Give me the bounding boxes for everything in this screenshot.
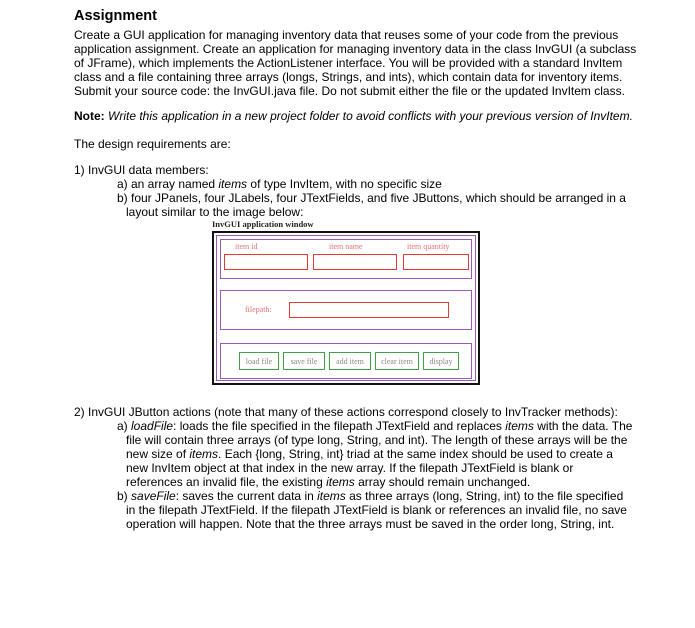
text: : loads the file specified in the filepath JTextField and replaces (173, 419, 506, 433)
section1-heading: 1) InvGUI data members: (74, 163, 209, 177)
intro-line: Submit your source code: the InvGUI.java file. Do not submit either the file or the updated InvItem class. (74, 84, 625, 98)
text: in the filepath JTextField. If the filepath JTextField is blank or references an invalid file, no save (126, 503, 627, 517)
text-line (117, 419, 632, 433)
note-label: Note: (74, 109, 105, 123)
text: file will contain three arrays (of type long, String, and int). The length of these arrays will be the (126, 433, 628, 447)
text: a) an array named (117, 177, 219, 191)
item-quantity-field[interactable] (403, 254, 469, 270)
intro-line: of JFrame), which implements the ActionListener interface. You will be provided with a standard InvItem (74, 56, 623, 70)
text-italic: items (326, 475, 355, 489)
text: array should remain unchanged. (354, 475, 531, 489)
save-file-button[interactable]: save file (283, 352, 325, 370)
section1-item-a (117, 177, 442, 191)
item-id-field[interactable] (224, 254, 308, 270)
text-line (117, 489, 623, 503)
text-line (126, 447, 613, 461)
text: as three arrays (long, String, int) to the file specified (345, 489, 624, 503)
label-filepath: filepath: (245, 305, 272, 314)
add-item-button[interactable]: add item (329, 352, 371, 370)
intro-line: class and a file containing three arrays (longs, Strings, and ints), which contain data for inventory items. (74, 70, 623, 84)
text-italic: items (317, 489, 346, 503)
text: new InvItem object at that index in the new array. If the filepath JTextField is blank or (126, 461, 574, 475)
display-button[interactable]: display (423, 352, 459, 370)
text-italic: items (189, 447, 219, 461)
clear-item-button[interactable]: clear item (375, 352, 419, 370)
item-fields-panel (220, 239, 472, 279)
figure-window-title: InvGUI application window (212, 219, 314, 229)
text: a) (117, 419, 132, 433)
section2-heading: 2) InvGUI JButton actions (note that many of these actions correspond closely to InvTracker methods): (74, 405, 618, 419)
intro-line: application assignment. Create an application for managing inventory data in the class InvGUI (a subclass (74, 42, 637, 56)
filepath-panel (220, 290, 472, 330)
text-line (126, 503, 627, 517)
label-item-id: item id (235, 242, 258, 251)
note-text: Write this application in a new project folder to avoid conflicts with your previous version of InvItem. (108, 109, 633, 123)
text: operation will happen. Note that the three arrays must be saved in the order long, String, int. (126, 517, 615, 531)
page-title: Assignment (74, 8, 157, 24)
text-line (126, 475, 530, 489)
text-italic: loadFile (131, 419, 174, 433)
text-line (126, 433, 627, 447)
text: : saves the current data in (175, 489, 318, 503)
label-item-name: item name (329, 242, 363, 251)
buttons-panel (220, 343, 472, 379)
text: b) (117, 489, 132, 503)
load-file-button[interactable]: load file (239, 352, 279, 370)
note (74, 109, 633, 123)
text: of type InvItem, with no specific size (247, 177, 442, 191)
label-item-quantity: item quantity (407, 242, 450, 251)
text: references an invalid file, the existing (126, 475, 327, 489)
text: . Each {long, String, int} triad at the same index should be used to create a (218, 447, 613, 461)
text-italic: items (218, 177, 248, 191)
filepath-field[interactable] (289, 302, 449, 318)
section1-item-b-cont: layout similar to the image below: (126, 205, 304, 219)
text-line (126, 461, 573, 475)
text-line (126, 517, 614, 531)
item-name-field[interactable] (313, 254, 397, 270)
text-italic: items (505, 419, 534, 433)
section1-item-b: b) four JPanels, four JLabels, four JTextFields, and five JButtons, which should be arranged in a (117, 191, 626, 205)
intro-line: Create a GUI application for managing inventory data that reuses some of your code from the previous (74, 28, 619, 42)
text-italic: saveFile (131, 489, 176, 503)
design-intro: The design requirements are: (74, 137, 231, 151)
text: new size of (126, 447, 190, 461)
figure-window (212, 231, 480, 385)
text: with the data. The (533, 419, 633, 433)
